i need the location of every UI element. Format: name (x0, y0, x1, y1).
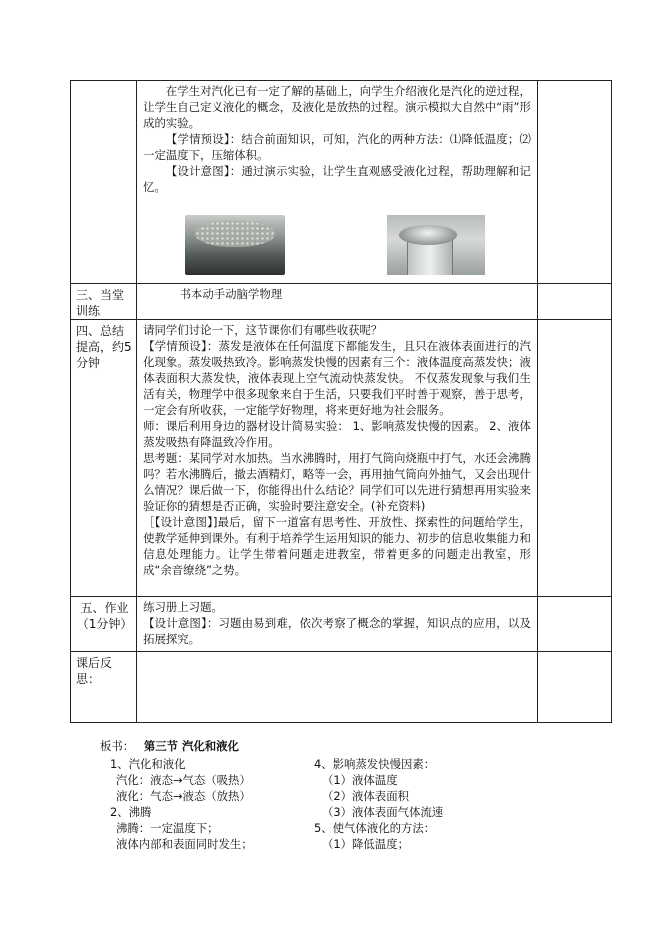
row-content (137, 652, 538, 723)
row-content (137, 284, 538, 320)
paragraph: ［【设计意图】]最后，留下一道富有思考性、开放性、探索性的问题给学生，使教学延伸到课外。有利于培养学生运用知识的能力、初步的信息收集能力和信息处理能力。让学生带着问题走进教室，带着更多的问题走出教室，形成“余音缭绕”之势。 (143, 515, 531, 577)
condensation-demo-photo (387, 215, 485, 275)
row-content (137, 597, 538, 652)
paragraph: 【设计意图】：通过演示实验，让学生直观感受液化过程，帮助理解和记忆。 (143, 164, 531, 194)
paragraph: 【学情预设】：蒸发是液体在任何温度下都能发生，且只在液体表面进行的汽化现象。蒸发吸热致冷。影响蒸发快慢的因素有三个：液体温度高蒸发快；液体表面积大蒸发快，液体表现上空气流动快蒸发快。 不仅蒸发现象与我们生活有关，物理学中很多现象来自于生活，只要我们平时善于观察，善于思考，一定会有所收获，一定能学好物理，将来更好地为社会服务。 (143, 339, 531, 417)
board-line: 1、汽化和液化 (110, 757, 186, 771)
row-label (71, 81, 137, 284)
board-line: 液化：气态→液态（放热） (116, 789, 251, 803)
board-line: （1）降低温度； (322, 837, 409, 851)
paragraph: 思考题：某同学对水加热。当水沸腾时，用打气筒向烧瓶中打气，水还会沸腾吗？若水沸腾后，撤去酒精灯，略等一会，再用抽气筒向外抽气，又会出现什么情况？课后做一下，你能得出什么结论？同学们可以先进行猜想再用实验来验证你的猜想是否正确，实验时要注意安全。(补充资料) (143, 451, 531, 513)
paragraph: 书本动手动脑学物理 (179, 287, 283, 301)
board-line: （2）液体表面积 (322, 789, 409, 803)
paragraph: 师：课后利用身边的器材设计简易实验： 1、影响蒸发快慢的因素。 2、液体蒸发吸热有降温致冷作用。 (143, 419, 531, 449)
row-content (137, 320, 538, 597)
row-content (137, 81, 538, 284)
paragraph: 练习册上习题。 (143, 600, 223, 614)
notes-cell (537, 284, 611, 320)
paragraph: 【学情预设】：结合前面知识，可知，汽化的两种方法：⑴降低温度；⑵一定温度下，压缩体积。 (143, 132, 531, 162)
photo-strip (143, 209, 531, 281)
board-line: （3）液体表面气体流速 (322, 805, 444, 819)
notes-cell (537, 652, 611, 723)
board-line: 4、影响蒸发快慢因素： (314, 757, 436, 771)
row-label: 五、作业（1分钟） (71, 597, 137, 652)
paragraph: 【设计意图】：习题由易到难，依次考察了概念的掌握，知识点的应用，以及拓展探究。 (143, 616, 531, 646)
notes-cell (537, 81, 611, 284)
board-left-column (110, 756, 253, 852)
board-title (100, 738, 239, 754)
table-row-reflection (71, 652, 612, 723)
table-row-intro (71, 81, 612, 284)
paragraph: 请同学们讨论一下，这节课你们有哪些收获呢？ (143, 323, 383, 337)
row-label: 课后反思： (71, 652, 137, 723)
board-prefix: 板书： (100, 739, 135, 753)
evaporation-demo-photo (185, 215, 285, 275)
board-line: 沸腾：一定温度下； (116, 821, 219, 835)
table-row-practice (71, 284, 612, 320)
board-right-column (314, 756, 443, 852)
board-line: 汽化：液态→气态（吸热） (116, 773, 251, 787)
table-row-homework (71, 597, 612, 652)
board-heading: 第三节 汽化和液化 (143, 739, 239, 753)
table-row-summary (71, 320, 612, 597)
notes-cell (537, 320, 611, 597)
paragraph: 在学生对汽化已有一定了解的基础上，向学生介绍液化是汽化的逆过程，让学生自己定义液化的概念，及液化是放热的过程。演示模拟大自然中“雨”形成的实验。 (143, 84, 531, 130)
board-line: 5、使气体液化的方法： (314, 821, 436, 835)
row-label: 三、当堂训练 (71, 284, 137, 320)
lesson-plan-table (70, 80, 612, 723)
row-label: 四、总结提高，约5分钟 (71, 320, 137, 597)
board-line: （1）液体温度 (322, 773, 398, 787)
board-line: 液体内部和表面同时发生； (116, 837, 253, 851)
notes-cell (537, 597, 611, 652)
board-line: 2、沸腾 (110, 805, 152, 819)
